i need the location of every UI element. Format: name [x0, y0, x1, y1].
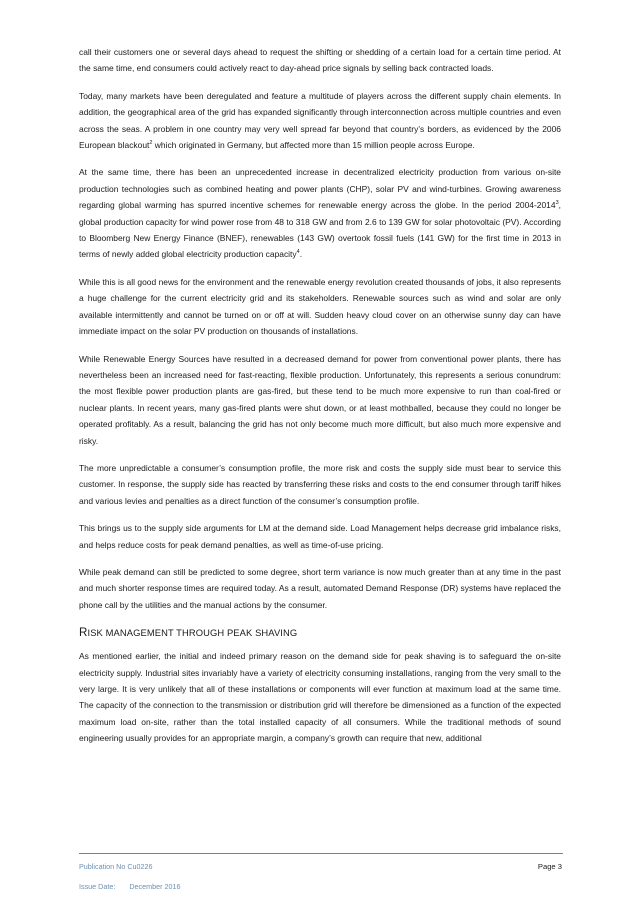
- publication-number: Publication No Cu0226: [79, 862, 153, 871]
- page-number: Page 3: [537, 862, 562, 871]
- paragraph-text: The more unpredictable a consumer’s consumption profile, the more risk and costs the supply side must bear to service this customer. In response, the supply side has reacted by transferring these risks and costs to the end consumer through tariff hikes and various levies and penalties as a direct function of the consumer’s consumption profile.: [79, 462, 561, 506]
- footer-meta: [79, 857, 181, 897]
- paragraph-renewable-challenge: [79, 274, 561, 340]
- paragraph-text: While peak demand can still be predicted to some degree, short term variance is now much greater than at any time in the past and much shorter response times are required today. As a result, automated Demand Response (DR) systems have replaced the phone call by the utilities and the manual actions by the consumer.: [79, 566, 561, 610]
- footnote-ref: 3: [555, 200, 559, 207]
- paragraph-consumption-profile: [79, 460, 561, 509]
- issue-date-label: Issue Date:: [79, 882, 116, 891]
- paragraph-text: , global production capacity for wind power rose from 48 to 318 GW and from 2.6 to 139 GW for solar photovoltaic (PV). According to Bloomberg New Energy Finance (BNEF), renewables (143 GW) overtook fossil fuels (141 GW) for the first time in 2013 in terms of newly added global electricity production capacity: [79, 200, 561, 260]
- body-text: [79, 44, 561, 758]
- footnote-ref: 4: [296, 249, 300, 256]
- paragraph-supply-side-arguments: [79, 520, 561, 553]
- paragraph-demand-response-history: [79, 44, 561, 77]
- paragraph-automated-demand-response: [79, 564, 561, 613]
- paragraph-peak-shaving: [79, 648, 561, 746]
- paragraph-text: .: [299, 249, 303, 260]
- paragraph-text: While Renewable Energy Sources have resulted in a decreased demand for power from conventional power plants, there has nevertheless been an increased need for fast-reacting, flexible production. Unfortunately, this represents a serious conundrum: the most flexible power production plants are gas-fired, but these tend to be much more expensive to run than coal-fired or nuclear plants. In recent years, many gas-fired plants were shut down, or at least mothballed, because they could no longer be operated profitably. As a result, balancing the grid has not only become much more difficult, but also much more expensive and risky.: [79, 353, 561, 446]
- paragraph-text: call their customers one or several days ahead to request the shifting or shedding of a certain load for a certain time period. At the same time, end consumers could actively react to day-ahead price signals by selling back contracted loads.: [79, 47, 561, 74]
- paragraph-decentralized-production: [79, 164, 561, 262]
- paragraph-text: While this is all good news for the environment and the renewable energy revolution created thousands of jobs, it also represents a huge challenge for the current electricity grid and its stakeholders. Renewable sources such as wind and solar are only available intermittently and cannot be turned on or off at will. Sudden heavy cloud cover on an otherwise sunny day can have immediate impact on the solar PV production on thousands of installations.: [79, 276, 561, 337]
- footnote-ref: 2: [149, 140, 153, 147]
- paragraph-text: As mentioned earlier, the initial and indeed primary reason on the demand side for peak shaving is to safeguard the on-site electricity supply. Industrial sites invariably have a variety of electricity consuming installations, ranging from the very small to the very large. It is very unlikely that all of these installations or components will ever function at maximum load at the same time. The capacity of the connection to the transmission or distribution grid will therefore be dimensioned as a function of the expected maximum load on-site, rather than the total installed capacity of all consumers. While the traditional methods of sound engineering usually provides for an appropriate margin, a company’s growth can require that new, additional: [79, 651, 561, 744]
- heading-initial: R: [79, 626, 88, 640]
- paragraph-text: This brings us to the supply side arguments for LM at the demand side. Load Management helps decrease grid imbalance risks, and helps reduce costs for peak demand penalties, as well as time-of-use pricing.: [79, 523, 561, 550]
- paragraph-deregulated-markets: [79, 88, 561, 154]
- paragraph-text: which originated in Germany, but affected more than 15 million people across Europe.: [152, 140, 475, 151]
- heading-rest: ISK MANAGEMENT THROUGH PEAK SHAVING: [87, 627, 298, 639]
- paragraph-flexible-production: [79, 351, 561, 449]
- issue-date-row: [79, 877, 181, 897]
- section-heading: [79, 626, 561, 640]
- paragraph-text: Today, many markets have been deregulated and feature a multitude of players across the different supply chain elements. In addition, the geographical area of the grid has expanded significantly through interconnection across multiple countries and even across the seas. A problem in one country may very well spread far beyond that country’s borders, as evidenced by the 2006 European blackout: [79, 90, 561, 151]
- paragraph-text: At the same time, there has been an unprecedented increase in decentralized electricity production from various on-site production technologies such as combined heating and power plants (CHP), solar PV and wind-turbines. Growing awareness regarding global warming has spurred incentive schemes for renewable energy across the globe. In the period 2004-2014: [79, 167, 561, 211]
- issue-date-value: December 2016: [129, 882, 181, 891]
- footer-divider: [79, 853, 563, 854]
